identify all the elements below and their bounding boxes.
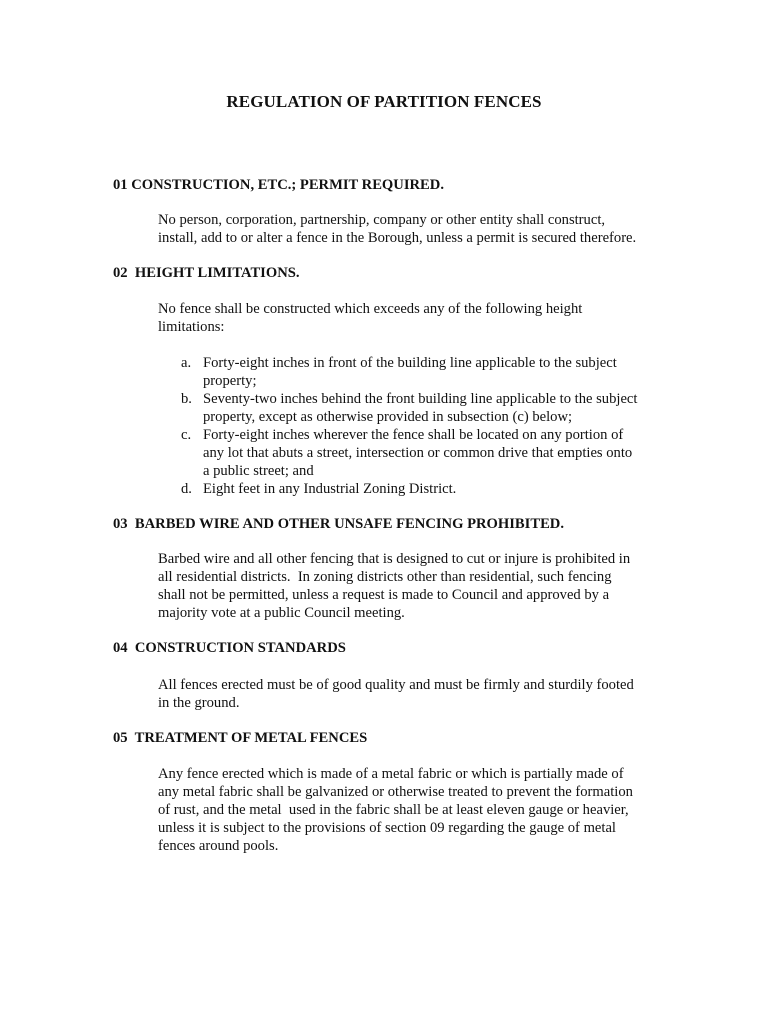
- list-item-line: property;: [203, 373, 257, 389]
- paragraph-line: install, add to or alter a fence in the Borough, unless a permit is secured therefore.: [158, 230, 637, 246]
- paragraph-line: No fence shall be constructed which exceeds any of the following height: [158, 301, 583, 317]
- list-item-line: Eight feet in any Industrial Zoning District.: [203, 481, 457, 497]
- paragraph-line: shall not be permitted, unless a request is made to Council and approved by a: [158, 587, 610, 603]
- list-marker: a.: [181, 355, 192, 371]
- paragraph-line: all residential districts. In zoning districts other than residential, such fencing: [158, 569, 612, 585]
- list-item-line: property, except as otherwise provided in subsection (c) below;: [203, 409, 573, 425]
- section-03-heading: 03 BARBED WIRE AND OTHER UNSAFE FENCING PROHIBITED.: [113, 516, 564, 532]
- paragraph-line: fences around pools.: [158, 838, 279, 854]
- list-item: [181, 354, 661, 390]
- paragraph-line: majority vote at a public Council meeting.: [158, 605, 405, 621]
- list-item-line: any lot that abuts a street, intersection or common drive that empties onto: [203, 445, 633, 461]
- paragraph-line: Any fence erected which is made of a metal fabric or which is partially made of: [158, 766, 624, 782]
- list-item-line: a public street; and: [203, 463, 314, 479]
- section-02-paragraph: [158, 300, 658, 336]
- list-item-line: Forty-eight inches in front of the building line applicable to the subject: [203, 355, 617, 371]
- paragraph-line: in the ground.: [158, 695, 240, 711]
- list-marker: c.: [181, 427, 192, 443]
- paragraph-line: unless it is subject to the provisions of section 09 regarding the gauge of metal: [158, 820, 616, 836]
- section-01-heading: 01 CONSTRUCTION, ETC.; PERMIT REQUIRED.: [113, 177, 444, 193]
- paragraph-line: No person, corporation, partnership, company or other entity shall construct,: [158, 212, 606, 228]
- height-limitations-list: [181, 354, 661, 498]
- document-title: REGULATION OF PARTITION FENCES: [226, 92, 542, 111]
- list-marker: d.: [181, 481, 192, 497]
- section-04-heading: 04 CONSTRUCTION STANDARDS: [113, 640, 346, 656]
- list-item: [181, 426, 661, 480]
- section-03-paragraph: [158, 550, 658, 622]
- paragraph-line: any metal fabric shall be galvanized or otherwise treated to prevent the formation: [158, 784, 633, 800]
- section-01-paragraph: [158, 211, 658, 247]
- section-04-paragraph: [158, 676, 658, 712]
- list-item-line: Seventy-two inches behind the front building line applicable to the subject: [203, 391, 638, 407]
- paragraph-line: of rust, and the metal used in the fabric shall be at least eleven gauge or heavier,: [158, 802, 629, 818]
- list-marker: b.: [181, 391, 192, 407]
- section-05-paragraph: [158, 765, 658, 855]
- section-05-heading: 05 TREATMENT OF METAL FENCES: [113, 730, 368, 746]
- paragraph-line: limitations:: [158, 319, 225, 335]
- paragraph-line: Barbed wire and all other fencing that is designed to cut or injure is prohibited in: [158, 551, 631, 567]
- list-item: [181, 390, 661, 426]
- list-item-line: Forty-eight inches wherever the fence shall be located on any portion of: [203, 427, 624, 443]
- section-02-heading: 02 HEIGHT LIMITATIONS.: [113, 265, 300, 281]
- list-item: [181, 480, 661, 498]
- paragraph-line: All fences erected must be of good quality and must be firmly and sturdily footed: [158, 677, 634, 693]
